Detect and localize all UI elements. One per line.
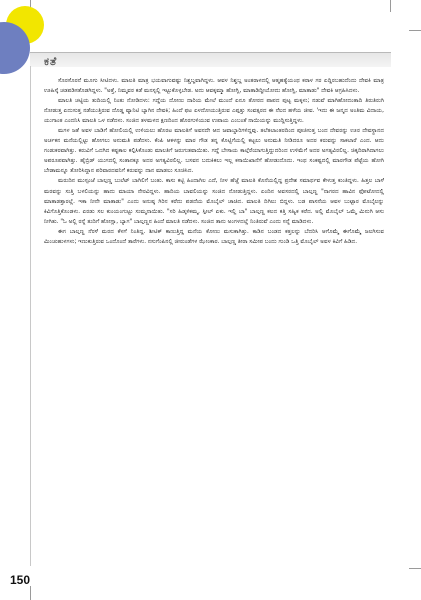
margin-rule (30, 66, 31, 566)
paragraph: ಮಗಳ ಜತೆ ಅವಳ ಬಾಡಿಗೆ ಹೋಲಿಯಲ್ಲಿ ಉಳಿಯಲು ಹೊರಟ ಮಾಲತಿಗೆ ಅವನದೇ ಆದ ಜವಾಬ್ದಾರಿಗಳಿದ್ದವು. ತಲೆತಲಾಂತರದಿಂದ ಪೂಜಿಸುತ್ತ ಬಂದ ದೇವರನ್ನು ಊರ ದೇವಸ್ಥಾನದ ಅರ್ಚಕನ ಮನೆಯಲ್ಲಿಟ್ಟು ಹೋಗಲು ಅನುಮತಿ ಪಡೆದಳು. ಕೆಂಪಿ ಆಕಳನ್ನು ಮಾರ ಗೌಡ ತನ್ನ ಕೊಟ್ಟಿಗೆಯಲ್ಲಿ ಕಟ್ಟಲು ಅನುಮತಿ ನೀಡಿದರೂ ಅದರ ಕರುವನ್ನು ಸಾಕಲಾರೆ ಎಂದ. ಆದು ಗಂಡುಕರವಾಗಿತ್ತು. ಕರುವಿಗೆ ಒದಗಿದ ಕಷ್ಟಕಾಲ ಕಲ್ಪಿಸಿಕೊಂಡು ಮಾಲತಿಗೆ ಜರುಗುತವಾಯಿತು. ಗದ್ದೆ ಬೇಸಾಯ ಕಾಲ್ಗೆರೆಯಾಗುತ್ತಿದ್ದುದರಿಂದ ಉಳಿಮೆಗೆ ಅದರ ಅಗತ್ಯವಿರಲಿಲ್ಲ. ಚಿಕ್ಕದಿರಾಗಿದಾಗಲು ಅಪರೂಪವಾಗಿತ್ತು. ಹೈಬ್ರಿಡ್ ಯುಗದಲ್ಲಿ ಸಂತಾನಕ್ಕೂ ಅದರ ಅಗತ್ಯವಿರಲಿಲ್ಲ. ಬಸವನ ಬದುಕಿಕಲು ಇಲ್ಲ ಕಸಾಯಿಖಾನೆಗೆ ಹೋಡುದೊದು. ಇಂಥ ಸಂಕಷ್ಟದಲ್ಲಿ ಮಾರಗೌಡ ಪೆಟ್ಟೆಯ ಹೋಗಿ ಬೇಡಾಮನ್ನೂ ತೋರಿಸಿದ್ದಾನ ಪರಿವಾರದವನಿಗೆ ಕರುವನ್ನು ದಾನ ಮಾಡಲು ಸೂಚಿಸಿದ. (44, 128, 384, 175)
paragraph: ಮಾಲತಿ ಚಟ್ಟಿಯ ತುದಿಯಲ್ಲಿ ನಿಂತು ನೋಡಿದಳು: ಗದ್ದೆಯ ದೋಣು ದಾರಿಯ ಮೇಲೆ ಮುಂದೆ ಏನೂ ತೋರದ ಪಾಪದ ಪುಟ್ಟ ಮಕ್ಕಳು; ನಡುವೆ ಮಾಗಿಹೋದಂತಾದಿ ತಿರುತಿರುಗಿ ನೋಡುತ್ತ ಏದುಸುತ್ತ ನಡೆಯುತ್ತಿರುವ ದೊಡ್ಡ ವ್ಯಾನಿಟಿ ಬ್ಯಾಗಿನ ದೇವಕಿ; ಹಿಂದೆ ಫಟ ಏಳದೋಯುತ್ತಿರುವ ಎಪ್ಪತ್ತು ಸಂವತ್ಸರದ ಈ ನೆಲದ ಹಳೆಯ ಜೀವ. 'ಇದು ಈ ಜನ್ಮದ ಅಂತಿಮ ವಿದಾಯ, ಯುಗಾಂತ ಎಂದನಿಸಿ ಮಾಲತಿ ಒಳ ನಡೆದಳು. ಸಂಜಿದ ತಳಮಳದ ಕ್ಷಣದಿಂದ ಹೊರಗುಳಿಯುವ ಉಪಾಯ ಎಂಬಂತೆ ನಾಯಿಯನ್ನು ಮುದ್ದಿಸುತ್ತಿದ್ದಳು. (44, 98, 384, 125)
paragraph: ಸೊರಸೊರನೆ ಮೂಗು ಸೀಟಿದಳು. ಮಾಲತಿ ಮಾತ್ರ ಭಯವಾಗುವಷ್ಟು ನಿಶ್ಚಬ್ದವಾಗಿದ್ದಳು. ಆವಳ ನಿಶ್ಚಬ್ದ ಅಂತರಾಳದಲ್ಲಿ ಆತ್ಮಹತ್ಯೆಯಂಥ ಕರಾಳ ಗರ ಏದ್ದಿರಬಹುದೆಂದು ದೇವಕಿ ಮಾತ್ರ ಊಹಿಸ್ಕೆ ಚಡಪಡಿಸತೊಡಗಿದ್ದಳು. "ಅತ್ತೆ, ನಿಮ್ಮವರ ಕಡೆ ಮನಸ್ಸಲ್ಲಿ ಇಟ್ಟುಕೊಳ್ಳಬೇಡ. ಅದು ಆವಕ್ಕಮ್ಮಾ ಹೋಗ್ಲಿ, ಮಾತಾಡಿದ್ದೀಯೋದು ಹೋಗ್ಲಿ, ಮಾತಾಡು" ದೇವಕಿ ಆಗ್ರಹಿಸಿದಳು. (44, 78, 384, 95)
page-number: 150 (10, 573, 31, 587)
section-title: ಕತೆ (44, 55, 58, 68)
crop-mark-bottom-right (409, 568, 421, 569)
crop-mark-bottom (30, 586, 31, 600)
paragraph: ಈಗ ಬಾಲ್ಗಣ್ಣ ನೆರಳೆ ಮರದ ಕೆಳಗೆ ನಿಂತಿದ್ದ. ಶೀಟಿಕ್ ಕಾಣುತ್ತಿದ್ದ ಮನೆಯ ಕೋಣು ಮಸುಕಾಗಿತ್ತು. ಕಾಡಿನ ಬಂಡದ ಕತ್ತಲನ್ನು ಬೆದರಿಸಿ ಆಗೊಮ್ಮೆ ಈಗೊಮ್ಮೆ ಜಲಗಿಸುವ ಮಿಂಚುಹುಳಗಳು; ಇಣುಕುತ್ತಿರುವ ಒಂದೊಂದೆ ತಾರೆಗಳು. ನಸುಗೆಂಪಿನಲ್ಲಿ ಜೀರುಂಡೆಗಳ ಝೇಂಕಾರ. ಬಾಲ್ಗಣ್ಣ ತೀರಾ ಸಮೀಪ ಬಂದು ಗುಂಡಿ ಒತ್ತಿ ಮೊಬೈಲ್ ಅವಳ ಕಿವಿಗೆ ಹಿಡಿದ. (44, 228, 384, 245)
crop-mark-top-right (390, 0, 391, 12)
header-band (30, 52, 391, 67)
paragraph: ಮರುದಿನ ಮುಸ್ಸಂಜೆ ಬಾಲ್ಗಣ್ಣ ಬುಲೆಟ್ ಬಾಗಿಲಿಗೆ ಬಂತು. ಕಾಸು ಕಟ್ಟಿ ಹಿಂದಾಗಿಲ ಎದೆ, ನೀಳ ಹೆಜ್ಜೆ ಮಾಲತಿ ಕೊನೆಯಲ್ಲಿದ್ದ ಪ್ರದೇಶ ಸಮಾರ್ಥವ ಕೇಳುತ್ತ ಕುಂತಿದ್ದಳು. ಹಿತ್ತಲ ಬಾಳೆ ಮರವನ್ನು ಸುತ್ತಿ ಬಳಲಿಯನ್ನು ಹಾದು ಮಾಯಾ ನೇರವಿದ್ದಳು. ಹಾದಿಯ ಬಾವಲಿಯನ್ನು ಸಂಜಿದ ನೋಡುತ್ತಿದ್ದಳು. ಏಂದಿನ ಅವಸರದಲ್ಲಿ ಬಾಲ್ಗಣ್ಣ "ನಾಗರದ ಹಾವಿನ ಫೋಟೋದಲ್ಲಿ ಮಾತಾಡತ್ತಾರಲ್ಲೆ. ಇಕಾ ನೀನೇ ಮಾತಾಡು" ಎಂದು ಅನುಷ್ಠ ಗಿರಿನ ಕರೆದು ಪಡದೆಯ ಮೊಬೈಲ್ ಚಾಚಿದ. ಮಾಲತಿ ದಿಗಿಲು ಬಿದ್ದಳು. ಬಡ ಪಾಸನೆಯ ಆವಳ ಬುಟ್ಟಾರ ಮೊಬೈಲನ್ನು ಕಿವಿಗೊತ್ತಿಕೊಂಡಳು. ಏರಡು ಸಲ ಕುಂಯಂಗುಟ್ಟು ಸುಮ್ಮನಾಯಿತು. "ಸರಿ ಹಿಡ್ಕಳಿಕಮ್ಮ. ಸ್ಪೀಲ್ ಏಕು. ಇಲ್ಲಿ ಬಾ" ಬಾಲ್ಗಣ್ಣ ಕಲದ ಕತ್ತಿ ಸಹ್ಯಿಕ ಕರೆದ. ಅಲ್ಲಿ ಮೊಬೈಲ್ ಒಮ್ಮೆ ಮಿನುಗಿ ಆಸು ನೀಗಿತು. "ಓ ಅಲ್ಲಿ ರನ್ನೆ ತುದಿಗೆ ಹೋಗ್ಲಾ, ಬ್ಯಾಗ" ಬಾಲ್ಗಣ್ಣನ ಹಿಂದೆ ಮಾಲತಿ ನಡೆದಳು. ಸಂಜಿದ ತಾನು ಅಂಗಳದಲ್ಲೆ ನಿಂತಿರುವೆ ಎಂದು ಸನ್ನೆ ಮಾಡಿದಳು. (44, 178, 384, 225)
story-body (44, 76, 384, 247)
crop-mark-right (409, 30, 421, 31)
